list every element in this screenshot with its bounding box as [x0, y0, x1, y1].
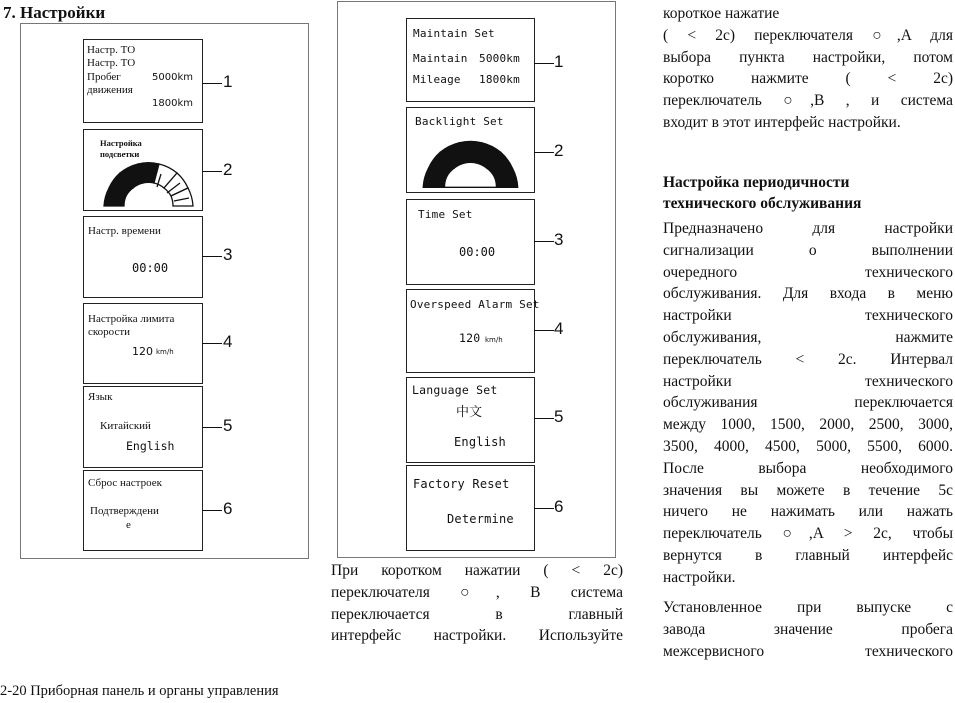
ru-overspeed-unit: km/h	[156, 348, 174, 356]
en-callout-1: 1	[554, 52, 564, 71]
maintenance-heading-line: технического обслуживания	[663, 195, 862, 212]
middle-text-line: переключается в главный	[331, 605, 623, 623]
en-maintain-label: Maintain	[413, 52, 468, 65]
ru-backlight-title: Настройка	[100, 138, 142, 148]
ru-maintain-label: Настр. ТО	[87, 57, 136, 69]
en-callout-6: 6	[554, 497, 564, 516]
para-line: между 1000, 1500, 2000, 2500, 3000,	[663, 416, 953, 434]
ru-callout-1: 1	[223, 72, 233, 91]
en-time-title: Time Set	[418, 208, 473, 221]
en-overspeed-unit: km/h	[485, 336, 503, 344]
en-language-option-1: 中文	[456, 405, 483, 420]
para-line: Предназначено для настройки	[663, 220, 953, 237]
middle-text-line: При коротком нажатии ( < 2с)	[331, 562, 623, 579]
en-language-title: Language Set	[412, 383, 498, 397]
para-line: настройки.	[663, 568, 736, 586]
para-line: переключатель < 2с. Интервал	[663, 350, 953, 368]
en-mileage-value: 1800km	[479, 73, 520, 86]
ru-reset-option: Подтверждени	[90, 505, 159, 517]
en-maintain-screen	[406, 18, 535, 102]
ru-reset-option-2: е	[126, 519, 131, 531]
english-settings-figure	[337, 1, 616, 558]
en-mileage-label: Mileage	[413, 73, 461, 86]
middle-text-line: переключателя ○, В система	[331, 583, 623, 601]
para-line: настройки технического	[663, 372, 953, 390]
ru-language-option-1: Китайский	[100, 420, 151, 432]
en-backlight-gauge-icon	[419, 138, 523, 190]
page-footer: 2-20 Приборная панель и органы управления	[0, 683, 279, 699]
middle-text	[331, 560, 623, 647]
ru-mileage-label-2: движения	[87, 84, 133, 96]
para-line: завода значение пробега	[663, 620, 953, 638]
ru-callout-4: 4	[223, 332, 233, 351]
en-reset-title: Factory Reset	[413, 477, 510, 491]
en-callout-3: 3	[554, 230, 564, 249]
ru-backlight-screen	[83, 129, 203, 211]
para-line: сигнализации о выполнении	[663, 241, 953, 259]
ru-mileage-value: 1800km	[152, 98, 193, 109]
ru-time-screen	[83, 216, 203, 298]
ru-callout-6: 6	[223, 499, 233, 518]
right-text-line: коротко нажмите ( < 2с)	[663, 70, 953, 88]
ru-callout-5: 5	[223, 416, 233, 435]
en-overspeed-screen	[406, 289, 540, 373]
en-callout-4: 4	[554, 319, 564, 338]
en-callout-2: 2	[554, 141, 564, 160]
para-line: вернутся в главный интерфейс	[663, 546, 953, 564]
en-reset-option: Determine	[447, 512, 514, 526]
en-time-value: 00:00	[459, 245, 496, 259]
right-text-line: входит в этот интерфейс настройки.	[663, 113, 901, 131]
en-backlight-title: Backlight Set	[415, 115, 504, 128]
middle-text-line: интерфейс настройки. Используйте	[331, 627, 623, 645]
maintenance-paragraph	[663, 218, 953, 589]
en-maintain-title: Maintain Set	[413, 27, 495, 40]
en-language-screen	[406, 377, 535, 463]
factory-paragraph	[663, 597, 953, 662]
ru-reset-title: Сброс настроек	[88, 477, 162, 489]
para-line: настройки технического	[663, 307, 953, 325]
en-callout-5: 5	[554, 407, 564, 426]
maintenance-heading	[663, 172, 953, 214]
para-line: Установленное при выпуске с	[663, 599, 953, 616]
para-line: 3500, 4000, 4500, 5000, 5500, 6000.	[663, 437, 953, 455]
right-text-top	[663, 3, 953, 134]
para-line: обслуживания, нажмите	[663, 328, 953, 346]
right-text-line: короткое нажатие	[663, 5, 780, 22]
para-line: ничего не нажимать или нажать	[663, 503, 953, 521]
ru-overspeed-value: 120	[132, 345, 153, 358]
right-text-line: переключатель ○,B , и система	[663, 92, 953, 110]
ru-maintain-value: 5000km	[152, 72, 193, 83]
ru-mileage-label: Пробег	[87, 71, 121, 83]
ru-maintain-screen	[83, 39, 203, 123]
para-line: обслуживания переключается	[663, 394, 953, 412]
en-reset-screen	[406, 465, 535, 551]
ru-backlight-gauge-icon	[100, 160, 198, 208]
ru-overspeed-title-2: скорости	[88, 326, 131, 338]
para-line: межсервисного технического	[663, 642, 953, 660]
ru-time-title: Настр. времени	[88, 225, 161, 237]
ru-maintain-title: Настр. ТО	[87, 44, 136, 56]
ru-callout-2: 2	[223, 160, 233, 179]
para-line: После выбора необходимого	[663, 459, 953, 477]
en-maintain-value: 5000km	[479, 52, 520, 65]
maintenance-heading-line: Настройка периодичности	[663, 174, 850, 191]
ru-reset-screen	[83, 470, 203, 551]
en-time-screen	[406, 199, 535, 285]
ru-language-screen	[83, 386, 203, 468]
ru-callout-3: 3	[223, 245, 233, 264]
right-text-line: выбора пункта настройки, потом	[663, 48, 953, 66]
para-line: значения вы можете в течение 5с	[663, 481, 953, 499]
en-backlight-screen	[406, 107, 535, 193]
en-overspeed-title: Overspeed Alarm Set	[410, 298, 540, 311]
para-line: обслуживания. Для входа в меню	[663, 285, 953, 303]
en-overspeed-value: 120	[459, 331, 481, 345]
section-title: 7. Настройки	[3, 3, 106, 22]
ru-language-option-2: English	[126, 439, 175, 453]
en-language-option-2: English	[454, 435, 506, 449]
ru-backlight-title-2: подсветки	[100, 149, 140, 159]
para-line: очередного технического	[663, 263, 953, 281]
russian-settings-figure	[20, 23, 309, 559]
para-line: переключатель ○,A > 2с, чтобы	[663, 525, 953, 543]
ru-language-title: Язык	[88, 391, 113, 403]
right-text-line: ( < 2с) переключателя ○,A для	[663, 26, 953, 44]
ru-overspeed-title: Настройка лимита	[88, 313, 175, 325]
ru-overspeed-screen	[83, 303, 203, 384]
ru-time-value: 00:00	[132, 261, 169, 275]
